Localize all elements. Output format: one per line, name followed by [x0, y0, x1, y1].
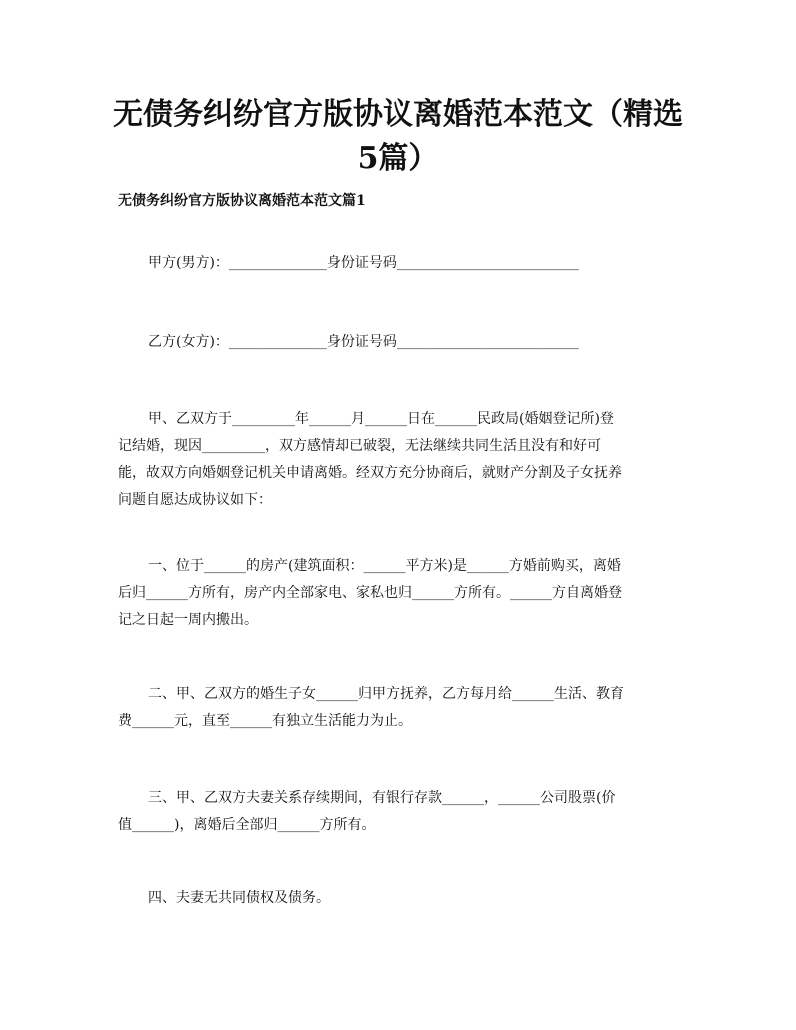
clause-3-line-1: 三、甲、乙双方夫妻关系存续期间，有银行存款______，______公司股票(价: [148, 790, 616, 806]
party-b-line: 乙方(女方)：______________身份证号码__________________________: [148, 334, 579, 350]
clause-1-paragraph: [118, 553, 684, 634]
intro-paragraph: [118, 406, 684, 514]
clause-4-paragraph: [118, 885, 684, 912]
clause-2-line-1: 二、甲、乙双方的婚生子女______归甲方抚养，乙方每月给______生活、教育: [148, 686, 624, 702]
document-title-line-1: 无债务纠纷官方版协议离婚范本范文（精选: [113, 97, 683, 132]
party-a-line: 甲方(男方)：______________身份证号码__________________________: [148, 255, 579, 271]
clause-4-line: 四、夫妻无共同债权及债务。: [148, 890, 330, 906]
clause-1-line-3: 记之日起一周内搬出。: [118, 612, 258, 628]
clause-1-line-2: 后归______方所有，房产内全部家电、家私也归______方所有。______方自离婚登: [118, 585, 622, 601]
intro-line-1: 甲、乙双方于_________年______月______日在______民政局(婚姻登记所)登: [148, 411, 614, 427]
intro-line-4: 问题自愿达成协议如下：: [118, 492, 272, 508]
intro-line-3: 能，故双方向婚姻登记机关申请离婚。经双方充分协商后，就财产分割及子女抚养: [118, 465, 622, 481]
clause-3-line-2: 值______)，离婚后全部归______方所有。: [118, 817, 376, 833]
party-a-paragraph: [118, 250, 684, 277]
clause-2-paragraph: [118, 681, 684, 735]
intro-line-2: 记结婚，现因_________，双方感情却已破裂，无法继续共同生活且没有和好可: [118, 438, 601, 454]
clause-1-line-1: 一、位于______的房产(建筑面积：______平方米)是______方婚前购买，离婚: [148, 558, 621, 574]
party-b-paragraph: [118, 329, 684, 356]
document-title-line-2: 5篇）: [357, 141, 439, 176]
clause-2-line-2: 费______元，直至______有独立生活能力为止。: [118, 713, 412, 729]
section-heading: 无债务纠纷官方版协议离婚范本范文篇1: [118, 193, 366, 209]
clause-3-paragraph: [118, 785, 684, 839]
